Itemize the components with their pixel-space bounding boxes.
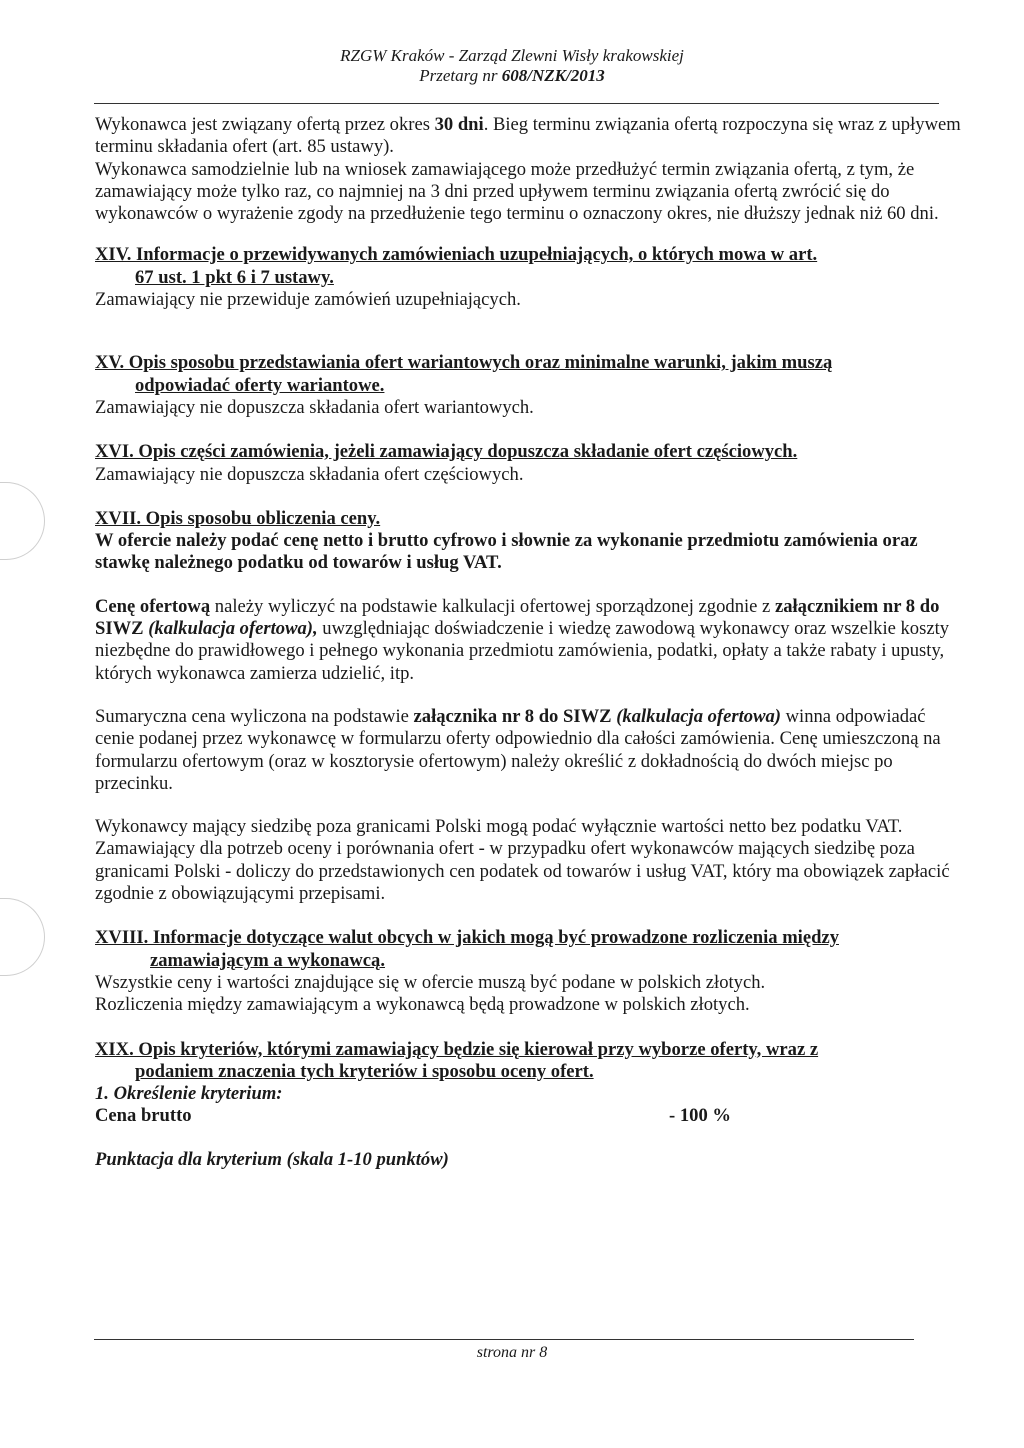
criterion-name: Cena brutto	[95, 1105, 192, 1127]
section-xvii-requirement: W ofercie należy podać cenę netto i brutto cyfrowo i słownie za wykonanie przedmiotu zamówienia oraz stawkę należnego podatku od towarów i usług VAT.	[95, 530, 918, 574]
page-number: strona nr 8	[476, 1344, 548, 1361]
section-xvii-title: XVII. Opis sposobu obliczenia ceny.	[95, 507, 381, 529]
tender-number: 608/NZK/2013	[501, 66, 605, 85]
document-body	[95, 114, 965, 1171]
section-xvi-title: XVI. Opis części zamówienia, jeżeli zamawiający dopuszcza składanie ofert częściowych.	[95, 441, 798, 463]
section-xviii-title: XVIII. Informacje dotyczące walut obcych w jakich mogą być prowadzone rozliczenia między zamawiającym a wykonawcą.	[95, 927, 839, 971]
header-divider	[94, 103, 939, 104]
binding-period-paragraph: Wykonawca jest związany ofertą przez okres 30 dni. Bieg terminu związania ofertą rozpoczyna się wraz z upływem terminu składania ofert (art. 85 ustawy).	[95, 114, 961, 158]
header-organization: RZGW Kraków - Zarząd Zlewni Wisły krakowskiej	[340, 46, 684, 65]
section-xviii-body-2: Rozliczenia między zamawiającym a wykonawcą będą prowadzone w polskich złotych.	[95, 994, 750, 1016]
header-tender: Przetarg nr 608/NZK/2013	[419, 66, 605, 85]
foreign-contractors-paragraph: Wykonawcy mający siedzibę poza granicami Polski mogą podać wyłącznie wartości netto bez podatku VAT. Zamawiający dla potrzeb oceny i porównania ofert - w przypadku ofert wykonawców mających siedzibę poza granicami Polski - doliczy do przedstawionych cen podatek od towarów i usług VAT, który ma obowiązek zapłacić zgodnie z obowiązującymi przepisami.	[95, 816, 950, 905]
punch-hole-mark	[0, 482, 45, 560]
criterion-scoring: Punktacja dla kryterium (skala 1-10 punktów)	[95, 1148, 449, 1170]
price-calculation-paragraph: Cenę ofertową należy wyliczyć na podstawie kalkulacji ofertowej sporządzonej zgodnie z załącznikiem nr 8 do SIWZ (kalkulacja ofertowa), uwzględniając doświadczenie i wiedzę zawodową wykonawcy oraz wszelkie koszty niezbędne do prawidłowego i pełnego wykonania przedmiotu zamówienia, podatki, opłaty a także rabaty i upusty, których wykonawca zamierza udzielić, itp.	[95, 595, 950, 684]
section-xvi-body: Zamawiający nie dopuszcza składania ofert częściowych.	[95, 463, 524, 485]
section-xix-title: XIX. Opis kryteriów, którymi zamawiający będzie się kierował przy wyborze oferty, wraz z podaniem znaczenia tych kryteriów i sposobu oceny ofert.	[95, 1038, 819, 1082]
section-xv-body: Zamawiający nie dopuszcza składania ofert wariantowych.	[95, 396, 534, 418]
section-xv-title: XV. Opis sposobu przedstawiania ofert wariantowych oraz minimalne warunki, jakim muszą odpowiadać oferty wariantowe.	[95, 352, 833, 396]
total-price-paragraph: Sumaryczna cena wyliczona na podstawie załącznika nr 8 do SIWZ (kalkulacja ofertowa) winna odpowiadać cenie podanej przez wykonawcę w formularzu oferty odpowiednio dla całości zamówienia. Cenę umieszczoną na formularzu ofertowym (oraz w kosztorysie ofertowym) należy określić z dokładnością do dwóch miejsc po przecinku.	[95, 705, 941, 794]
punch-hole-mark	[0, 898, 45, 976]
binding-extension-paragraph: Wykonawca samodzielnie lub na wniosek zamawiającego może przedłużyć termin związania ofertą, z tym, że zamawiający może tylko raz, co najmniej na 3 dni przed upływem terminu związania ofertą zwrócić się do wykonawców o wyrażenie zgody na przedłużenie tego terminu o oznaczony okres, nie dłuższy jednak niż 60 dni.	[95, 158, 939, 225]
criterion-heading: 1. Określenie kryterium:	[95, 1083, 283, 1105]
criterion-weight: - 100 %	[669, 1105, 731, 1127]
section-xviii-body-1: Wszystkie ceny i wartości znajdujące się w ofercie muszą być podane w polskich złotych.	[95, 971, 766, 993]
section-xiv-title: XIV. Informacje o przewidywanych zamówieniach uzupełniających, o których mowa w art. 67 ust. 1 pkt 6 i 7 ustawy.	[95, 244, 818, 288]
document-header	[0, 46, 1024, 86]
section-xiv-body: Zamawiający nie przewiduje zamówień uzupełniających.	[95, 289, 521, 311]
criterion-row	[95, 1105, 731, 1127]
footer-divider	[94, 1339, 914, 1340]
